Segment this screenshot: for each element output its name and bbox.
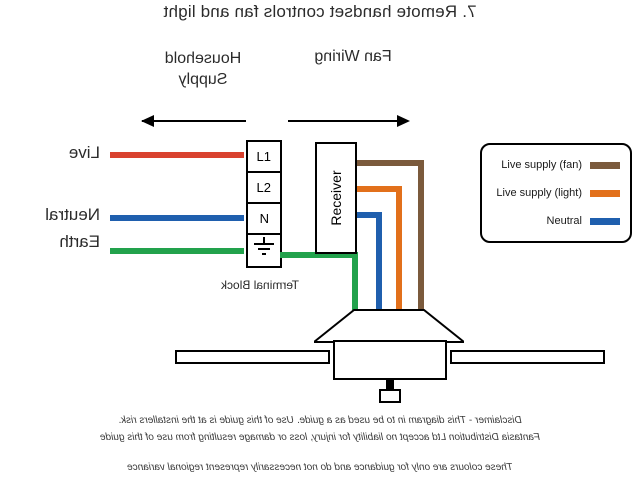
supply-label-neutral-text: Neutral: [45, 205, 100, 224]
wire-live-fan-vertical: [418, 160, 424, 310]
fan-canopy-icon: [314, 308, 464, 344]
wire-live-fan-horizontal: [354, 160, 424, 166]
wire-neutral: [110, 215, 244, 221]
fan-blade-left: [450, 350, 605, 364]
legend-swatch-live-light: [590, 190, 620, 197]
fan-arrow-line: [288, 120, 400, 122]
legend-item: [501, 159, 620, 171]
supply-label-neutral: [45, 205, 100, 225]
legend-item: [547, 215, 620, 227]
receiver-label: Receiver: [328, 170, 344, 226]
supply-label-live-text: Live: [68, 143, 100, 162]
terminal-block-caption-text: Terminal Block: [220, 278, 300, 292]
wire-live-light-horizontal: [354, 186, 402, 192]
page-title: 7. Remote handset controls fan and light: [163, 2, 477, 21]
fan-finial: [379, 389, 401, 403]
terminal-cell-l1: L1: [248, 142, 280, 173]
household-supply-label-line1: Household: [164, 50, 242, 67]
fan-blade-right: [175, 350, 330, 364]
wire-earth: [110, 248, 244, 254]
terminal-cell-l2: L2: [248, 173, 280, 204]
supply-label-earth-text: Earth: [59, 232, 100, 251]
supply-arrow-line: [142, 120, 246, 122]
legend-swatch-live-fan: [590, 162, 620, 169]
colour-note: These colours are only for guidance and do not necessarily represent regional variance: [127, 462, 513, 473]
wire-neutral-fan-vertical: [376, 212, 382, 310]
supply-label-earth: [59, 232, 100, 252]
receiver-box: [315, 142, 357, 254]
legend-label-live-light: Live supply (light): [496, 187, 582, 199]
wire-earth-fan-vertical: [352, 252, 358, 310]
legend-label-neutral: Neutral: [546, 215, 582, 227]
terminal-block-caption: [200, 278, 320, 292]
supply-label-live: [69, 143, 100, 163]
wire-live-light-vertical: [396, 186, 402, 310]
fan-motor-housing: [333, 340, 447, 380]
legend-swatch-neutral: [590, 218, 620, 225]
household-supply-label: [128, 48, 278, 90]
legend-label-live-fan: Live supply (fan): [501, 159, 582, 171]
disclaimer: [60, 412, 580, 446]
terminal-block: [246, 140, 282, 268]
legend-item: [496, 187, 620, 199]
fan-arrow-head-icon: [397, 115, 410, 127]
supply-arrow-head-icon: [141, 115, 154, 127]
fan-wiring-label: Fan Wiring: [314, 48, 392, 65]
wire-live: [110, 152, 244, 158]
wire-colour-legend: [480, 143, 632, 243]
terminal-cell-earth: [248, 235, 280, 266]
disclaimer-line-2: Fantasia Distribution Ltd accept no liability for injury, loss or damage resulting from use of this guide: [99, 432, 541, 443]
household-supply-label-line2: Supply: [178, 71, 228, 88]
disclaimer-line-1: Disclaimer - This diagram in to be used as a guide. Use of this guide is at the installers risk.: [118, 415, 522, 426]
terminal-cell-n: N: [248, 204, 280, 235]
